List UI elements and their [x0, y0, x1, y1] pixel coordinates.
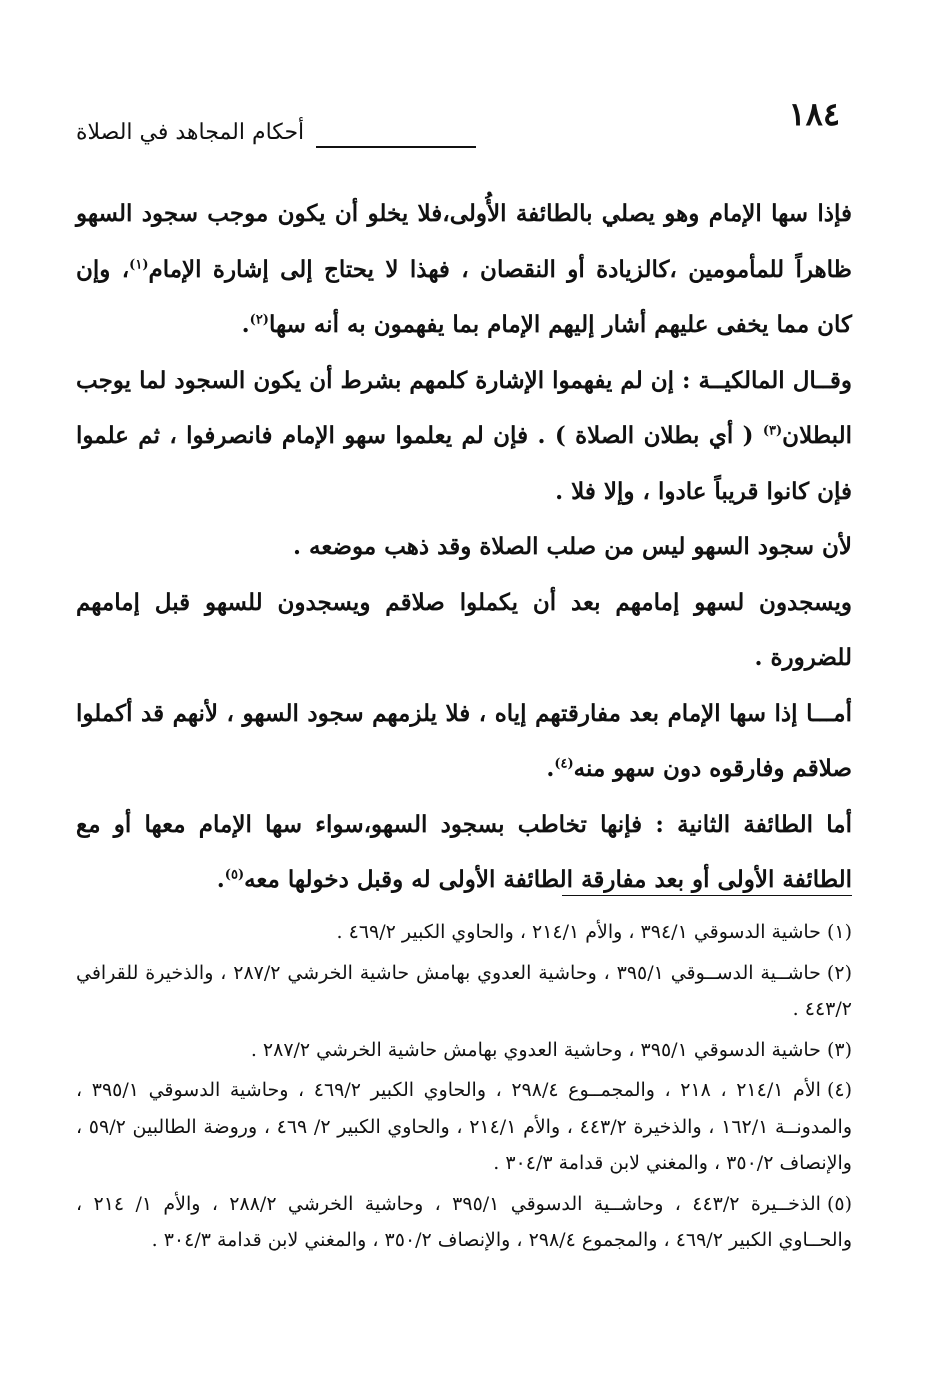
footnote-1	[76, 914, 852, 951]
paragraph-6-text-b: .	[216, 866, 225, 893]
paragraph-5-text-a: أمـــا إذا سها الإمام بعد مفارقتهم إياه ، فلا يلزمهم سجود السهو ، لأنهم قد أكملوا صلاقم وفارقوه دون سهو منه	[76, 699, 852, 782]
header-rule	[316, 146, 476, 148]
paragraph-5	[76, 686, 852, 797]
footnote-ref-2: (٢)	[249, 312, 269, 328]
running-title: أحكام المجاهد في الصلاة	[76, 120, 305, 145]
footnote-text: الأم ٢١٤/١ ، ٢١٨ ، والمجمــوع ٢٩٨/٤ ، والحاوي الكبير ٤٦٩/٢ ، وحاشية الدسوقي ٣٩٥/١ ، والمدونــة ١٦٢/١ ، والذخيرة ٤٤٣/٢ ، والأم ٢١٤/١ ، والحاوي الكبير ٢/ ٤٦٩ ، وروضة الطالبين ٥٩/٢ ، والإنصاف ٣٥٠/٢ ، والمغني لابن قدامة ٣٠٤/٣ .	[76, 1079, 852, 1174]
footnote-5	[76, 1186, 852, 1259]
footnote-number: (٣)	[826, 1038, 852, 1061]
footnote-2	[76, 955, 852, 1028]
paragraph-6	[76, 797, 852, 908]
paragraph-3: لأن سجود السهو ليس من صلب الصلاة وقد ذهب موضعه .	[293, 533, 852, 560]
paragraph-2-text-a: وقــال المالكيــة : إن لم يفهموا الإشارة كلمهم بشرط أن يكون السجود لما يوجب البطلان	[76, 366, 852, 449]
footnote-text: حاشــية الدســوقي ٣٩٥/١ ، وحاشية العدوي بهامش حاشية الخرشي ٢٨٧/٢ ، والذخيرة للقرافي ٤٤٣/٢ .	[76, 961, 852, 1020]
footnote-text: حاشية الدسوقي ٣٩٤/١ ، والأم ٢١٤/١ ، والحاوي الكبير ٤٦٩/٢ .	[336, 921, 821, 943]
footnote-number: (٤)	[826, 1079, 852, 1101]
paragraph-1-text-c: .	[241, 311, 250, 338]
footnote-ref-3: (٣)	[762, 423, 783, 439]
footnote-number: (١)	[826, 921, 852, 943]
page-number: ١٨٤	[788, 95, 840, 133]
footnote-4	[76, 1072, 852, 1182]
footnote-number: (٥)	[826, 1192, 852, 1215]
paragraph-2-text-b: ( أي بطلان الصلاة ) . فإن لم يعلموا سهو الإمام فانصرفوا ، ثم علموا فإن كانوا قريباً عادوا ، وإلا فلا .	[76, 422, 852, 505]
footnote-number: (٢)	[826, 961, 852, 984]
paragraph-1-text-b: ، وإن كان مما يخفى عليهم أشار إليهم الإمام بما يفهمون به أنه سها	[76, 255, 852, 338]
footnote-rule	[562, 895, 852, 896]
footnote-3	[76, 1032, 852, 1069]
main-text	[76, 186, 852, 908]
footnotes	[76, 914, 852, 1263]
paragraph-5-text-b: .	[546, 755, 555, 782]
footnote-ref-5: (٥)	[224, 867, 245, 883]
footnote-text: حاشية الدسوقي ٣٩٥/١ ، وحاشية العدوي بهامش حاشية الخرشي ٢٨٧/٢ .	[250, 1038, 821, 1061]
paragraph-1-text-a: فإذا سها الإمام وهو يصلي بالطائفة الأُولى،فلا يخلو أن يكون موجب سجود السهو ظاهراً للمأمومين ،كالزيادة أو النقصان ، فهذا لا يحتاج إلى إشارة الإمام	[76, 200, 852, 283]
paragraph-4: ويسجدون لسهو إمامهم بعد أن يكملوا صلاقم ويسجدون للسهو قبل إمامهم للضرورة .	[76, 588, 852, 671]
footnote-text: الذخــيرة ٤٤٣/٢ ، وحاشــية الدسوقي ٣٩٥/١ ، وحاشية الخرشي ٢٨٨/٢ ، والأم ١/ ٢١٤ ، والحــاوي الكبير ٤٦٩/٢ ، والمجموع ٢٩٨/٤ ، والإنصاف ٣٥٠/٢ ، والمغني لابن قدامة ٣٠٤/٣ .	[76, 1192, 852, 1251]
paragraph-2	[76, 353, 852, 520]
paragraph-1	[76, 186, 852, 353]
paragraph-6-text-a: أما الطائفة الثانية : فإنها تخاطب بسجود السهو،سواء سها الإمام معها أو مع الطائفة الأولى أو بعد مفارقة الطائفة الأولى له وقبل دخولها معه	[76, 810, 852, 893]
footnote-ref-1: (١)	[129, 256, 149, 272]
footnote-ref-4: (٤)	[554, 756, 574, 772]
